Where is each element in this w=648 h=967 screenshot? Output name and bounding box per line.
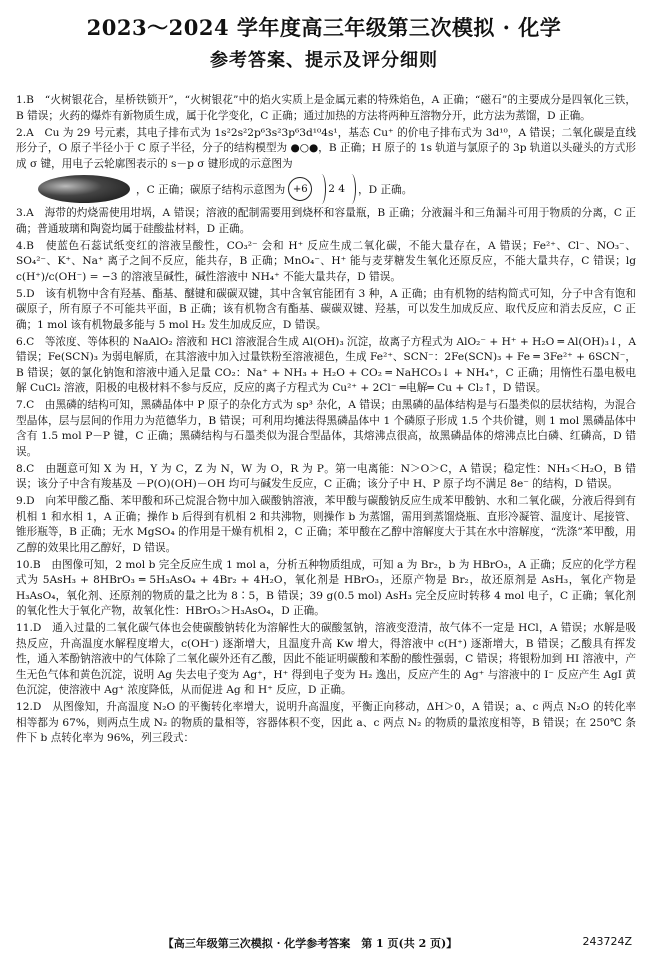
answer-item-12: 12.D 从图像知，升高温度 N₂O 的平衡转化率增大，说明升高温度，平衡正向移动，ΔH＞0，A 错误；a、c 两点 N₂O 的转化率相等都为 67%，则两点生成 N₂ 的物质的量相等，容器体积不变，因此 a、c 两点 N₂ 的物质的量浓度相等，B 错误；在 250℃ 条件下 b 点转化率为 96%，列三段式：: [16, 701, 636, 744]
sp-sigma-orbital-diagram: [38, 175, 130, 203]
answer-item-5: 5.D 该有机物中含有羟基、酯基、醚键和碳碳双键，其中含氧官能团有 3 种，A 正确；由有机物的结构简式可知，分子中含有饱和碳原子，所有原子不可能共平面，B 正确；该有机物含有酯基、碳碳双键、羟基，可以发生加成反应、取代反应和消去反应，C 正确；1 mol 该有机物最多能与 5 mol H₂ 发生加成反应，D 错误。: [16, 287, 636, 331]
carbon-nucleus-icon: +6: [288, 177, 312, 201]
page-title: 2023～2024 学年度高三年级第三次模拟 · 化学: [86, 15, 562, 40]
answer-item-3: 3.A 海带的灼烧需使用坩埚，A 错误；溶液的配制需要用到烧杯和容量瓶，B 正确；分液漏斗和三角漏斗可用于物质的分离，C 正确；普通玻璃和陶瓷均属于硅酸盐材料，D 正确。: [16, 207, 637, 235]
answer-item-6: 6.C 等浓度、等体积的 NaAlO₂ 溶液和 HCl 溶液混合生成 Al(OH)₃ 沉淀，故离子方程式为 AlO₂⁻ + H⁺ + H₂O ═ Al(OH)₃↓，A 错误；Fe(SCN)₃ 为弱电解质，在其溶液中加入过量铁粉至溶液褪色，生成 Fe²⁺、SCN⁻：2Fe(SCN)₃ + Fe ═ 3Fe²⁺ + 6SCN⁻，B 错误；氨的氯化钠饱和溶液中通入足量 CO₂：Na⁺ + NH₃ + H₂O + CO₂ ═ NaHCO₃↓ + NH₄⁺，C 正确；用惰性石墨电极电解 CuCl₂ 溶液，阳极的电极材料不参与反应，反应的离子方程式为 Cu²⁺ + 2Cl⁻ ═电解═ Cu + Cl₂↑，D 错误。: [16, 335, 636, 394]
answer-item-10: 10.B 由图像可知，2 mol b 完全反应生成 1 mol a，分析五种物质组成，可知 a 为 Br₂，b 为 HBrO₃，A 正确；反应的化学方程式为 5AsH₃ + 8HBrO₃ ═ 5H₃AsO₄ + 4Br₂ + 4H₂O，氧化剂是 HBrO₃，还原产物是 Br₂，故还原剂是 AsH₃，氧化产物是 H₃AsO₄，氧化剂、还原剂的物质的量之比为 8∶5，B 错误；39 g(0.5 mol) AsH₃ 完全反应时转移 4 mol 电子，C 正确；氧化剂的氧化性大于氧化产物，故氧化性：HBrO₃＞H₃AsO₄，D 正确。: [16, 558, 636, 617]
answer-item-1: 1.B “火树银花合，星桥铁锁开”，“火树银花”中的焰火实质上是金属元素的特殊焰色，A 正确；“磁石”的主要成分是四氧化三铁，B 错误；火药的爆炸有新物质生成，属于化学变化，C 正确；通过加热的方法将两种互溶物分开，此方法为蒸馏，D 正确。: [16, 94, 636, 122]
electron-shell-arc: [347, 174, 356, 204]
answer-item-2: 2.A Cu 为 29 号元素，其电子排布式为 1s²2s²2p⁶3s²3p⁶3d¹⁰4s¹，基态 Cu⁺ 的价电子排布式为 3d¹⁰，A 错误；二氧化碳是直线形分子，O 原子半径小于 C 原子半径，分子的结构模型为 ●○●，B 正确；H 原子的 1s 轨道与氯原子的 3p 轨道以头碰头的方式形成 σ 键，用电子云轮廓图表示的 s－p σ 键形成的示意图为: [16, 126, 637, 170]
footer-page-info: 【高三年级第三次模拟 · 化学参考答案 第 1 页(共 2 页)】: [162, 937, 458, 950]
footer-code: 243724Z: [582, 935, 632, 948]
answer-item-4: 4.B 使蓝色石蕊试纸变红的溶液呈酸性，CO₃²⁻ 会和 H⁺ 反应生成二氧化碳，不能大量存在，A 错误；Fe²⁺、Cl⁻、NO₃⁻、SO₄²⁻、K⁺、Na⁺ 离子之间不反应，能共存，B 正确；MnO₄⁻、H⁺ 能与麦芽糖发生氧化还原反应，不能大量共存，C 错误；lg c(H⁺)/c(OH⁻) = −3 的溶液呈碱性，碱性溶液中 NH₄⁺ 不能大量共存，D 错误。: [16, 239, 636, 283]
orbital-figure-row: ，C 正确；碳原子结构示意图为 +6 2 4 ，D 正确。: [38, 174, 636, 204]
electron-shell-arc: [317, 174, 326, 204]
answer-item-8: 8.C 由题意可知 X 为 H，Y 为 C，Z 为 N，W 为 O，R 为 P。第一电离能：N＞O＞C，A 错误；稳定性：NH₃＜H₂O，B 错误；该分子中含有羧基及 －P(O)(OH)－OH 均可与碱发生反应，C 正确；该分子中 H、P 原子均不满足 8e⁻ 的结构，D 错误。: [16, 462, 637, 490]
answer-item-11: 11.D 通入过量的二氧化碳气体也会使碳酸钠转化为溶解性大的碳酸氢钠，溶液变澄清，故气体不一定是 HCl，A 错误；水解是吸热反应，升高温度水解程度增大，c(OH⁻) 逐渐增大，且温度升高 Kw 增大，得溶液中 c(H⁺) 逐渐增大，B 错误；乙酸具有挥发性，通入苯酚钠溶液中的气体除了二氧化碳外还有乙酸，因此不能证明碳酸和苯酚的酸性强弱，C 错误；将银粉加到 HI 溶液中，产生无色气体和黄色沉淀，说明 Ag 失去电子变为 Ag⁺，H⁺ 得到电子变为 H₂ 逸出，反应产生的 Ag⁺ 与溶液中的 I⁻ 反应产生 AgI 黄色沉淀，使溶液中 Ag⁺ 浓度降低，从而促进 Ag 和 H⁺ 反应，D 正确。: [16, 622, 637, 696]
answer-item-9: 9.D 向苯甲酸乙酯、苯甲酸和环己烷混合物中加入碳酸钠溶液，苯甲酸与碳酸钠反应生成苯甲酸钠、水和二氧化碳，分液后得到有机相 1 和水相 1，A 正确；操作 b 后得到有机相 2 和共沸物，则操作 b 为蒸馏，需用到蒸馏烧瓶、直形冷凝管、温度计、尾接管、锥形瓶等，B 正确；无水 MgSO₄ 的作用是干燥有机相 2，C 正确；苯甲酸在乙醇中溶解度大于其在水中溶解度，“洗涤”苯甲酸，用乙醇的效果比用乙醇好，D 错误。: [16, 495, 637, 554]
page-subtitle: 参考答案、提示及评分细则: [210, 50, 438, 71]
answer-list: [16, 93, 636, 748]
answer-item-7: 7.C 由黑磷的结构可知，黑磷晶体中 P 原子的杂化方式为 sp³ 杂化，A 错误；由黑磷的晶体结构是与石墨类似的层状结构，为混合型晶体，层与层间的作用力为范德华力，B 错误；可利用均摊法得黑磷晶体中 1 个磷原子形成 1.5 个共价键，则 1 mol 黑磷晶体中含有 1.5 mol P－P 键，C 正确；黑磷结构与石墨类似为混合型晶体，其熔沸点很高，故黑磷晶体的熔沸点比白磷、红磷高，D 错误。: [16, 399, 637, 458]
